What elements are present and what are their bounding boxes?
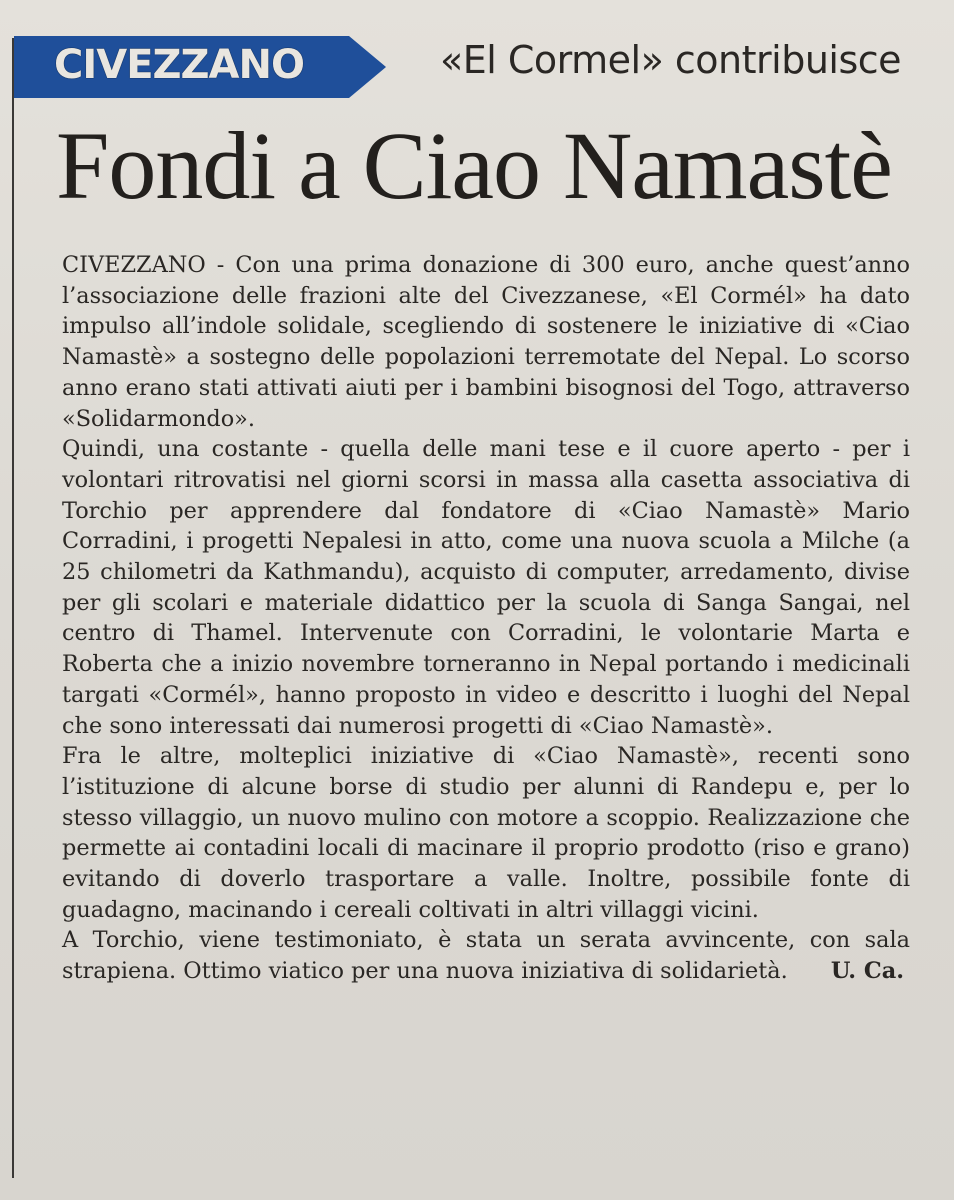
paragraph-3: Fra le altre, molteplici iniziative di «Ciao Namastè», recenti sono l’istituzione di alcune borse di studio per alunni di Randepu e, per lo stesso villaggio, un nuovo mulino con motore a scoppio. Realizzazione che permette ai contadini locali di macinare il proprio prodotto (riso e grano) evitando di doverlo trasportare a valle. Inoltre, possibile fonte di guadagno, macinando i cereali coltivati in altri villaggi vicini. [62,743,910,923]
headline: Fondi a Ciao Namastè [56,112,892,219]
paragraph-4-text: A Torchio, viene testimoniato, è stata un serata avvincente, con sala strapiena. Ottimo viatico per una nuova iniziativa di solidarietà. [62,927,910,985]
left-column-rule [12,38,14,1178]
article-body [62,250,910,987]
section-kicker [14,36,386,98]
paragraph-2: Quindi, una costante - quella delle mani tese e il cuore aperto - per i volontari ritrovatisi nel giorni scorsi in massa alla casetta associativa di Torchio per apprendere dal fondatore di «Ciao Namastè» Mario Corradini, i progetti Nepalesi in atto, come una nuova scuola a Milche (a 25 chilometri da Kathmandu), acquisto di computer, arredamento, divise per gli scolari e materiale didattico per la scuola di Sanga Sangai, nel centro di Thamel. Intervenute con Corradini, le volontarie Marta e Roberta che a inizio novembre torneranno in Nepal portando i medicinali targati «Cormél», hanno proposto in video e descritto i luoghi del Nepal che sono interessati dai numerosi progetti di «Ciao Namastè». [62,436,910,739]
paragraph-4 [62,925,910,986]
byline: U. Ca. [830,958,904,985]
paragraph-1: CIVEZZANO - Con una prima donazione di 300 euro, anche quest’anno l’associazione delle frazioni alte del Civezzanese, «El Cormél» ha dato impulso all’indole solidale, scegliendo di sostenere le iniziative di «Ciao Namastè» a sostegno delle popolazioni terremotate del Nepal. Lo scorso anno erano stati attivati aiuti per i bambini bisognosi del Togo, attraverso «Solidarmondo». [62,252,910,432]
subheadline: «El Cormel» contribuisce [440,38,902,82]
kicker-label: CIVEZZANO [54,42,304,88]
